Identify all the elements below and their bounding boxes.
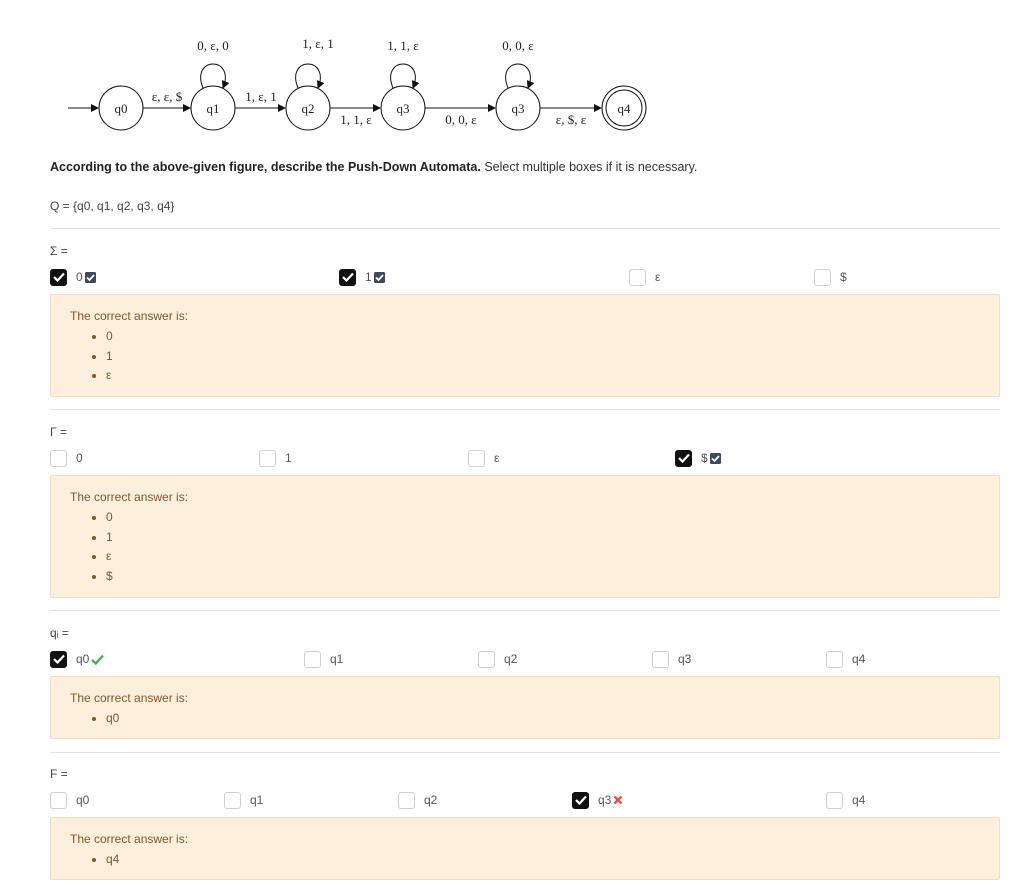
sigma-option-0[interactable] — [50, 267, 96, 287]
feedback-sigma — [50, 294, 1000, 397]
state-label: q2 — [301, 101, 315, 116]
final-option-q3[interactable] — [572, 790, 623, 810]
correct-answer-list — [70, 709, 980, 729]
correct-answer-item: • q0 — [106, 709, 980, 729]
feedback-gamma — [50, 475, 1000, 598]
question-instruction: Select multiple boxes if it is necessary. — [480, 160, 698, 174]
option-label: 0 — [76, 270, 83, 284]
sigma-option-3[interactable] — [814, 267, 847, 287]
feedback-title: The correct answer is: — [70, 691, 189, 705]
divider — [50, 228, 1000, 229]
option-label: q3 — [678, 652, 692, 666]
option-label: q1 — [250, 793, 264, 807]
checkbox[interactable] — [652, 651, 669, 668]
feedback-final-states — [50, 817, 1000, 880]
checkbox[interactable] — [304, 651, 321, 668]
correct-answer-list — [70, 508, 980, 586]
checkbox[interactable] — [629, 269, 646, 286]
option-label: q3 — [598, 793, 612, 807]
option-label: q1 — [330, 652, 344, 666]
initial-option-q1[interactable] — [304, 649, 343, 669]
loop-label: 1, ε, 1 — [302, 36, 334, 51]
question-text — [50, 160, 697, 174]
initial-state-label: qᵢ = — [50, 626, 69, 640]
option-label: ε — [494, 451, 500, 465]
initial-option-q0[interactable] — [50, 649, 104, 669]
check-box-icon — [85, 272, 96, 283]
option-label: $ — [840, 270, 847, 284]
gamma-option-0[interactable] — [50, 448, 83, 468]
checkbox[interactable] — [478, 651, 495, 668]
correct-answer-item: • 0 — [106, 327, 980, 347]
state-label: q4 — [617, 101, 631, 116]
option-label: q2 — [504, 652, 518, 666]
final-option-q0[interactable] — [50, 790, 89, 810]
correct-answer-item: • ε — [106, 366, 980, 386]
correct-answer-item: • ε — [106, 547, 980, 567]
divider — [50, 752, 1000, 753]
gamma-label: Γ = — [50, 425, 67, 439]
sigma-option-1[interactable] — [339, 267, 385, 287]
loop-q3a — [391, 64, 416, 88]
sigma-option-2[interactable] — [629, 267, 660, 287]
correct-check-icon — [91, 654, 104, 665]
checkbox[interactable] — [572, 792, 589, 809]
state-label: q0 — [114, 101, 128, 116]
final-states-label: F = — [50, 767, 68, 781]
gamma-option-2[interactable] — [468, 448, 499, 468]
correct-answer-list — [70, 850, 980, 870]
edge-label: ε, ε, $ — [151, 89, 183, 104]
option-label: 1 — [285, 451, 292, 465]
loop-q1 — [201, 64, 226, 88]
checkbox[interactable] — [339, 269, 356, 286]
option-label: ε — [655, 270, 661, 284]
checkbox[interactable] — [50, 792, 67, 809]
gamma-option-3[interactable] — [675, 448, 721, 468]
option-label: q4 — [852, 652, 866, 666]
edge-label: 1, ε, 1 — [245, 89, 277, 104]
loop-label: 0, 0, ε — [502, 38, 534, 53]
feedback-title: The correct answer is: — [70, 309, 189, 323]
correct-answer-list — [70, 327, 980, 386]
checkbox[interactable] — [50, 269, 67, 286]
gamma-option-1[interactable] — [259, 448, 292, 468]
initial-option-q4[interactable] — [826, 649, 865, 669]
option-label: q0 — [76, 793, 90, 807]
final-option-q4[interactable] — [826, 790, 865, 810]
state-label: q1 — [206, 101, 220, 116]
option-label: q4 — [852, 793, 866, 807]
pda-state-diagram — [60, 30, 660, 140]
initial-option-q2[interactable] — [478, 649, 517, 669]
correct-answer-item: • 0 — [106, 508, 980, 528]
option-label: $ — [701, 451, 708, 465]
checkbox[interactable] — [398, 792, 415, 809]
option-label: 0 — [76, 451, 83, 465]
state-label: q3 — [511, 101, 525, 116]
loop-label: 0, ε, 0 — [197, 38, 229, 53]
checkbox[interactable] — [224, 792, 241, 809]
option-label: q2 — [424, 793, 438, 807]
q-definition: Q = {q0, q1, q2, q3, q4} — [50, 199, 175, 213]
checkbox[interactable] — [259, 450, 276, 467]
checkbox[interactable] — [814, 269, 831, 286]
incorrect-cross-icon — [613, 795, 623, 805]
final-option-q2[interactable] — [398, 790, 437, 810]
checkbox[interactable] — [50, 450, 67, 467]
question-bold: According to the above-given figure, describe the Push-Down Automata. — [50, 160, 481, 174]
correct-answer-item: • 1 — [106, 528, 980, 548]
checkbox[interactable] — [675, 450, 692, 467]
divider — [50, 610, 1000, 611]
feedback-initial-state — [50, 676, 1000, 739]
check-box-icon — [374, 272, 385, 283]
checkbox[interactable] — [50, 651, 67, 668]
feedback-title: The correct answer is: — [70, 832, 189, 846]
option-label: 1 — [365, 270, 372, 284]
sigma-label: Σ = — [50, 244, 68, 258]
state-label: q3 — [396, 101, 410, 116]
checkbox[interactable] — [468, 450, 485, 467]
loop-q2 — [296, 64, 321, 88]
correct-answer-item: • q4 — [106, 850, 980, 870]
correct-answer-item: • 1 — [106, 347, 980, 367]
loop-q3b — [506, 64, 531, 88]
check-box-icon — [710, 453, 721, 464]
edge-label: ε, $, ε — [555, 112, 587, 127]
initial-option-q3[interactable] — [652, 649, 691, 669]
option-label: q0 — [76, 652, 90, 666]
divider — [50, 409, 1000, 410]
correct-answer-item: • $ — [106, 567, 980, 587]
final-option-q1[interactable] — [224, 790, 263, 810]
loop-label: 1, 1, ε — [387, 38, 419, 53]
feedback-title: The correct answer is: — [70, 490, 189, 504]
checkbox[interactable] — [826, 651, 843, 668]
edge-label: 1, 1, ε — [340, 112, 372, 127]
edge-label: 0, 0, ε — [445, 112, 477, 127]
checkbox[interactable] — [826, 792, 843, 809]
